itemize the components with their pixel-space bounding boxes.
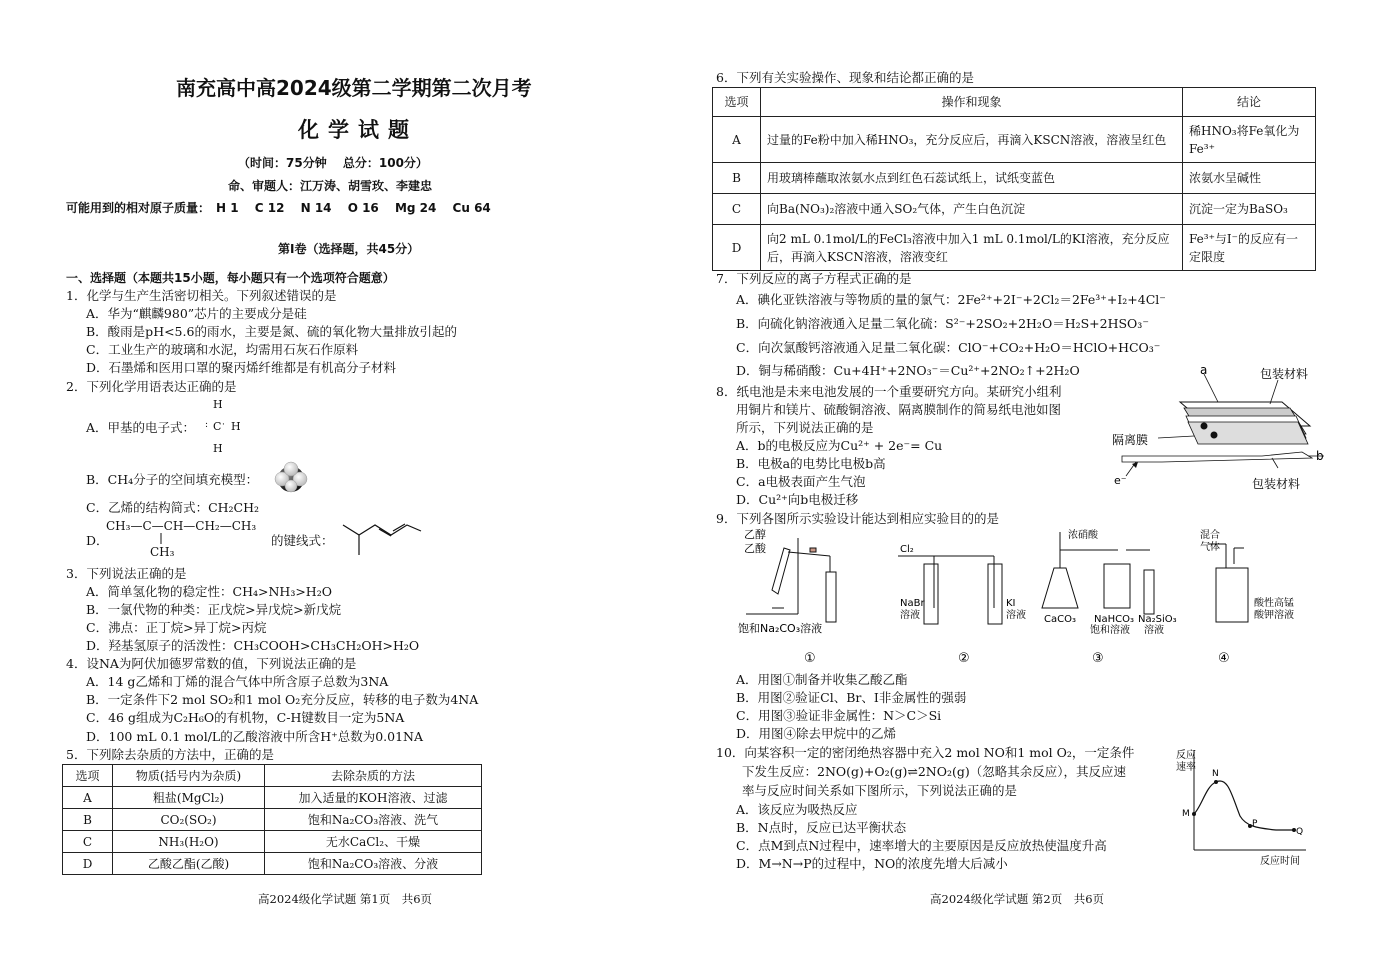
q8-option-d: D．Cu²⁺向b电极迁移 — [736, 492, 859, 507]
label-membrane: 隔离膜 — [1112, 433, 1149, 447]
fig2-label-solution1: 溶液 — [900, 610, 920, 621]
fig1-label-ethanol: 乙醇 — [744, 528, 766, 541]
q10-option-c: C．点M到点N过程中，速率增大的主要原因是反应放热使温度升高 — [736, 838, 1107, 853]
table-row — [63, 809, 482, 831]
q3-option-a: A．简单氢化物的稳定性：CH₄>NH₃>H₂O — [86, 584, 332, 599]
table-row — [713, 194, 1316, 225]
q6-cell: 向Ba(NO₃)₂溶液中通入SO₂气体，产生白色沉淀 — [761, 194, 1183, 225]
q5-cell: B — [63, 809, 113, 831]
q4-option-c: C．46 g组成为C₂H₆O的有机物，C-H键数目一定为5NA — [86, 710, 405, 725]
fig4-label-mixed: 混合 — [1200, 530, 1220, 541]
footer-right: 高2024级化学试题 第2页 共6页 — [930, 892, 1105, 906]
q2-structural-formula-branch: CH₃ — [150, 545, 175, 559]
q4-option-b: B．一定条件下2 mol SO₂和1 mol O₂充分反应，转移的电子数为4NA — [86, 692, 479, 707]
q4-stem: 4．设NA为阿伏加德罗常数的值，下列说法正确的是 — [66, 656, 357, 671]
q6-th: 操作和现象 — [761, 88, 1183, 117]
q6-cell: B — [713, 163, 761, 194]
q5-th: 选项 — [63, 765, 113, 787]
footer-left: 高2024级化学试题 第1页 共6页 — [258, 892, 433, 906]
exam-title: 南充高中高2024级第二学期第二次月考 — [176, 76, 532, 100]
q10-rate-time-graph — [1176, 746, 1316, 870]
q7-option-d: D．铜与稀硝酸：Cu+4H⁺+2NO₃⁻＝Cu²⁺+2NO₂↑+2H₂O — [736, 363, 1080, 378]
q7-stem: 7．下列反应的离子方程式正确的是 — [716, 271, 912, 286]
point-q: Q — [1296, 827, 1304, 837]
label-pack-bottom: 包装材料 — [1252, 477, 1301, 491]
q6-cell: 沉淀一定为BaSO₃ — [1183, 194, 1316, 225]
table-row — [713, 225, 1316, 271]
q2-option-c: C．乙烯的结构简式：CH₂CH₂ — [86, 500, 260, 515]
e-h-top: H — [213, 398, 223, 411]
q6-table — [712, 87, 1316, 271]
fig3-label-solution: 溶液 — [1144, 625, 1164, 636]
q7-option-a: A．碘化亚铁溶液与等物质的量的氯气：2Fe²⁺+2I⁻+2Cl₂＝2Fe³⁺+I₂+4Cl⁻ — [736, 292, 1166, 307]
graph-ylabel-1: 反应 — [1176, 750, 1196, 761]
q5-th: 去除杂质的方法 — [265, 765, 482, 787]
q1-option-d: D．石墨烯和医用口罩的聚丙烯纤维都是有机高分子材料 — [86, 360, 397, 375]
ch4-space-filling-model-icon — [273, 461, 309, 497]
q2-stem: 2．下列化学用语表达正确的是 — [66, 379, 237, 394]
subject-title: 化学试题 — [298, 118, 418, 142]
q6-cell: 向2 mL 0.1mol/L的FeCl₃溶液中加入1 mL 0.1mol/L的KI溶液，充分反应后，再滴入KSCN溶液，溶液变红 — [761, 225, 1183, 271]
fig3-label-hno3: 浓硝酸 — [1068, 530, 1098, 541]
fig-number-4: ④ — [1218, 651, 1230, 666]
fig-number-1: ① — [804, 651, 816, 666]
e-dots-left: : — [205, 420, 209, 430]
fig4-kmno4-apparatus — [1200, 528, 1294, 622]
q4-option-d: D．100 mL 0.1 mol/L的乙酸溶液中所含H⁺总数为0.01NA — [86, 729, 424, 744]
fig1-ester-apparatus — [738, 527, 836, 635]
graph-ylabel-2: 速率 — [1176, 762, 1196, 773]
fig2-label-nabr: NaBr — [900, 598, 925, 609]
paper-battery-diagram — [1102, 364, 1322, 498]
q10-option-d: D．M→N→P的过程中，NO的浓度先增大后减小 — [736, 856, 1008, 871]
q5-cell: D — [63, 853, 113, 875]
table-row — [713, 163, 1316, 194]
q3-stem: 3．下列说法正确的是 — [66, 566, 187, 581]
q9-option-a: A．用图①制备并收集乙酸乙酯 — [736, 672, 908, 687]
q9-stem: 9．下列各图所示实验设计能达到相应实验目的的是 — [716, 511, 999, 526]
label-b: b — [1316, 449, 1324, 463]
q8-stem-line3: 所示，下列说法正确的是 — [736, 420, 874, 435]
q7-option-b: B．向硫化钠溶液通入足量二氧化硫：S²⁻+2SO₂+2H₂O＝H₂S+2HSO₃⁻ — [736, 316, 1149, 331]
fig3-label-saturated: 饱和溶液 — [1090, 625, 1130, 636]
q8-option-c: C．a电极表面产生气泡 — [736, 474, 866, 489]
q1-option-b: B．酸雨是pH<5.6的雨水，主要是氮、硫的氧化物大量排放引起的 — [86, 324, 457, 339]
q5-cell: 饱和Na₂CO₃溶液、分液 — [265, 853, 482, 875]
q9-apparatus-figures — [738, 528, 1298, 668]
q5-cell: 饱和Na₂CO₃溶液、洗气 — [265, 809, 482, 831]
q8-option-a: A．b的电极反应为Cu²⁺ + 2e⁻= Cu — [736, 438, 943, 453]
skeletal-formula-icon — [341, 517, 425, 557]
label-pack-top: 包装材料 — [1260, 367, 1309, 381]
q2-option-b: B．CH₄分子的空间填充模型： — [86, 472, 259, 487]
q6-cell: Fe³⁺与I⁻的反应有一定限度 — [1183, 225, 1316, 271]
q9-option-c: C．用图③验证非金属性：N＞C＞Si — [736, 708, 942, 723]
formula-branch-bond — [158, 533, 164, 545]
q6-stem: 6．下列有关实验操作、现象和结论都正确的是 — [716, 70, 974, 85]
authors: 命、审题人：江万涛、胡雪玫、李建忠 — [228, 179, 433, 193]
atomic-masses: 可能用到的相对原子质量： H 1 C 12 N 14 O 16 Mg 24 Cu 64 — [66, 201, 491, 215]
q10-stem-line1: 10．向某容积一定的密闭绝热容器中充入2 mol NO和1 mol O₂，一定条件 — [716, 745, 1135, 760]
q6-th: 结论 — [1183, 88, 1316, 117]
q6-th: 选项 — [713, 88, 761, 117]
fig4-label-kmno4-2: 酸钾溶液 — [1254, 610, 1294, 621]
fig1-label-acetic: 乙酸 — [744, 542, 766, 555]
fig3-label-caco3: CaCO₃ — [1044, 614, 1076, 625]
q5-cell: 无水CaCl₂、干燥 — [265, 831, 482, 853]
q9-option-b: B．用图②验证Cl、Br、I非金属性的强弱 — [736, 690, 967, 705]
fig2-label-cl2: Cl₂ — [900, 544, 914, 555]
e-c: C — [213, 420, 222, 433]
q6-cell: 过量的Fe粉中加入稀HNO₃，充分反应后，再滴入KSCN溶液，溶液呈红色 — [761, 117, 1183, 163]
q2-option-a: A．甲基的电子式： — [86, 420, 196, 435]
point-n: N — [1212, 769, 1219, 779]
e-dots-right: · — [222, 420, 225, 430]
q8-option-b: B．电极a的电势比电极b高 — [736, 456, 886, 471]
q6-cell: 稀HNO₃将Fe氧化为Fe³⁺ — [1183, 117, 1316, 163]
q5-cell: NH₃(H₂O) — [113, 831, 265, 853]
q3-option-d: D．羟基氢原子的活泼性：CH₃COOH>CH₃CH₂OH>H₂O — [86, 638, 420, 653]
fig3-label-nahco3: NaHCO₃ — [1094, 614, 1134, 625]
q5-stem: 5．下列除去杂质的方法中，正确的是 — [66, 747, 274, 762]
q10-stem-line2: 下发生反应：2NO(g)+O₂(g)⇌2NO₂(g)（忽略其余反应），其反应速 — [742, 764, 1127, 779]
q4-option-a: A．14 g乙烯和丁烯的混合气体中所含原子总数为3NA — [86, 674, 389, 689]
q5-cell: C — [63, 831, 113, 853]
q6-header-row — [713, 88, 1316, 117]
q3-option-b: B．一氯代物的种类：正戊烷>异戊烷>新戊烷 — [86, 602, 342, 617]
table-row — [713, 117, 1316, 163]
part1-heading: 第Ⅰ卷（选择题，共45分） — [278, 242, 420, 256]
fig4-label-gas: 气体 — [1200, 542, 1220, 553]
fig3-label-na2sio3: Na₂SiO₃ — [1138, 614, 1177, 625]
q10-option-b: B．N点时，反应已达平衡状态 — [736, 820, 907, 835]
q1-stem: 1．化学与生产生活密切相关。下列叙述错误的是 — [66, 288, 337, 303]
q1-option-a: A．华为“麒麟980”芯片的主要成分是硅 — [86, 306, 307, 321]
fig-number-3: ③ — [1092, 651, 1104, 666]
table-row — [63, 831, 482, 853]
fig2-label-solution2: 溶液 — [1006, 610, 1026, 621]
q5-table — [62, 764, 482, 875]
q2-option-d: D． — [86, 533, 109, 548]
q10-option-a: A．该反应为吸热反应 — [736, 802, 858, 817]
e-h-bottom: H — [213, 442, 223, 455]
q9-option-d: D．用图④除去甲烷中的乙烯 — [736, 726, 897, 741]
q7-option-c: C．向次氯酸钙溶液通入足量二氧化碳：ClO⁻+CO₂+H₂O＝HClO+HCO₃⁻ — [736, 340, 1161, 355]
q6-cell: A — [713, 117, 761, 163]
fig4-label-kmno4-1: 酸性高锰 — [1254, 598, 1294, 609]
q6-cell: D — [713, 225, 761, 271]
label-electron: e⁻ — [1114, 474, 1127, 487]
q8-stem-line2: 用铜片和镁片、硫酸铜溶液、隔离膜制作的简易纸电池如图 — [736, 402, 1062, 417]
q10-stem-line3: 率与反应时间关系如下图所示，下列说法正确的是 — [742, 783, 1018, 798]
q5-th: 物质(括号内为杂质) — [113, 765, 265, 787]
table-row — [63, 787, 482, 809]
fig1-label-na2co3: 饱和Na₂CO₃溶液 — [738, 622, 823, 635]
point-p: P — [1252, 819, 1258, 829]
q6-cell: 用玻璃棒蘸取浓氨水点到红色石蕊试纸上，试纸变蓝色 — [761, 163, 1183, 194]
q2-option-d-suffix: 的键线式： — [271, 533, 334, 548]
q2-structural-formula: CH₃—C—CH—CH₂—CH₃ — [106, 519, 257, 533]
q5-cell: 乙酸乙酯(乙酸) — [113, 853, 265, 875]
q5-cell: 加入适量的KOH溶液、过滤 — [265, 787, 482, 809]
fig2-halogen-apparatus — [898, 544, 1026, 624]
graph-xlabel: 反应时间 — [1260, 856, 1300, 867]
fig3-nonmetal-apparatus — [1042, 528, 1177, 636]
q5-header-row — [63, 765, 482, 787]
point-m: M — [1182, 809, 1190, 819]
section1-heading: 一、选择题（本题共15小题，每小题只有一个选项符合题意） — [66, 271, 395, 285]
e-h-right: H — [231, 420, 241, 433]
fig-number-2: ② — [958, 651, 970, 666]
q1-option-c: C．工业生产的玻璃和水泥，均需用石灰石作原料 — [86, 342, 359, 357]
fig2-label-ki: KI — [1006, 598, 1016, 609]
time-score: （时间：75分钟 总分：100分） — [238, 156, 428, 170]
table-row — [63, 853, 482, 875]
q5-cell: 粗盐(MgCl₂) — [113, 787, 265, 809]
q5-cell: CO₂(SO₂) — [113, 809, 265, 831]
q8-stem-line1: 8．纸电池是未来电池发展的一个重要研究方向。某研究小组利 — [716, 384, 1062, 399]
label-a: a — [1200, 363, 1208, 377]
q3-option-c: C．沸点：正丁烷>异丁烷>丙烷 — [86, 620, 267, 635]
q6-cell: 浓氨水呈碱性 — [1183, 163, 1316, 194]
q6-cell: C — [713, 194, 761, 225]
q5-cell: A — [63, 787, 113, 809]
